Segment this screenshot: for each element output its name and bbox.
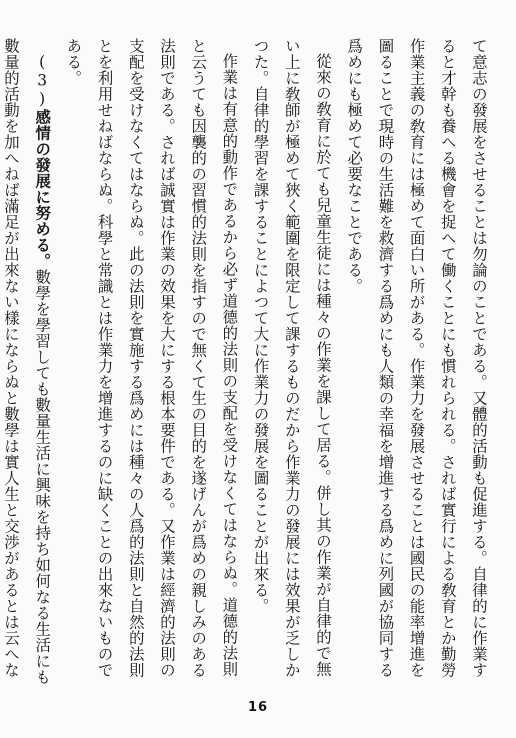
text-segment: 作業は有意的動作であるから必ず道德的法則の支配を受けなくてはならぬ。道德的法則と云うても因襲的の習慣的法則を指すので無くて生の目的を遂げんが爲めの親しみのある法則である。されば誠實は作業の效果を大にする根本要件である。又作業は經濟的法則の支配を受けなくてはならぬ。此の法則を實施する爲めには種々の人爲的法則と自然的法則とを利用せねばならぬ。科學と常識とは作業力を增進するのに缺くことの出來ないものである。 bbox=[64, 38, 239, 678]
text-segment: て意志の發展をさせることは勿論のことである。又體的活動も促進する。自律的に作業すると才幹も養へる機會を捉へて働くことにも慣れられる。されば實行による敎育とか勤勞作業主義の敎育には極めて面白い所がある。作業力を發展させることは國民の能率增進を圖ることで現時の生活難を救濟する爲めにも人類の幸福を增進する爲めに列國が協同する爲めにも極めて必要なことである。 bbox=[345, 38, 488, 678]
section-number: (3) bbox=[33, 53, 52, 110]
body-text bbox=[1, 38, 494, 686]
paragraph-1 bbox=[338, 38, 494, 686]
page-number: 16 bbox=[247, 700, 269, 715]
paragraph-4 bbox=[0, 38, 57, 686]
paragraph-3 bbox=[57, 38, 244, 686]
section-heading: 感情の發展に努める。 bbox=[33, 109, 52, 270]
paragraph-2 bbox=[244, 38, 338, 686]
text-segment: 從來の敎育に於ても兒童生徒には種々の作業を課して居る。併し其の作業が自律的で無い上に敎師が極めて狹く範圍を限定して課するものだから作業力の發展には效果が乏しかつた。自律的學習を課することによつて大に作業力の發展を圖ることが出來る。 bbox=[251, 38, 332, 678]
text-segment: 數學を學習しても數量生活に興味を持ち如何なる生活にも數量的活動を加へねば滿足が出來ない樣にならぬと數學は實人生と交渉があるとは云へな bbox=[1, 38, 52, 686]
